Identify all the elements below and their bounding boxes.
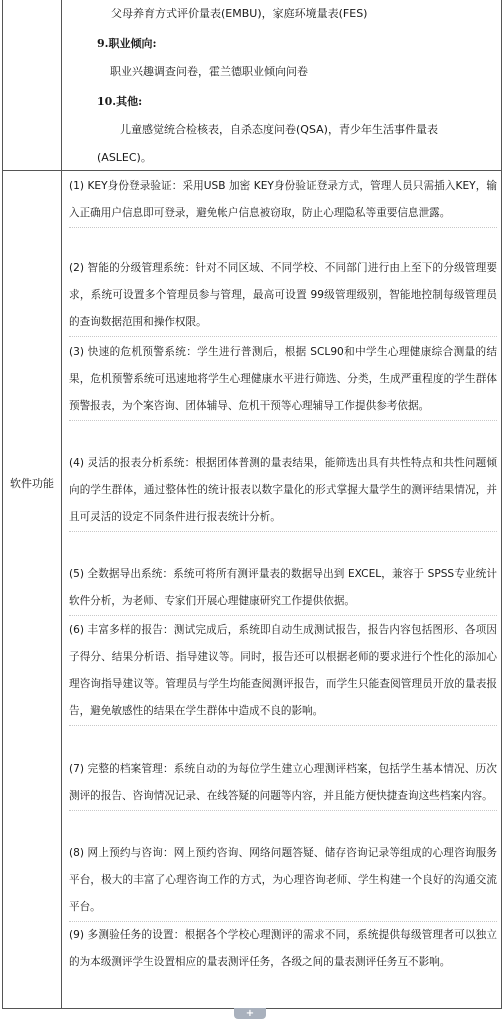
other-scales-line: 儿童感觉统合检核表，自杀态度问卷(QSA)，青少年生活事件量表 — [120, 123, 438, 136]
heading-other: 10.其他: — [97, 95, 143, 108]
feature-item-6: (6) 丰富多样的报告：测试完成后，系统即自动生成测试报告，报告内容包括图形、各项因子得分、结果分析语、指导建议等。同时，报告还可以根据老师的要求进行个性化的添加心理咨询指导建议等。管理员与学生均能查阅测评报告，而学生只能查阅管理员开放的量表报告，避免敏感性的结果在学生群体中造成不良的影响。 — [69, 617, 497, 726]
feature-item-2: (2) 智能的分级管理系统：针对不同区域、不同学校、不同部门进行由上至下的分级管理要求，系统可设置多个管理员参与管理，最高可设置 99级管理级别，智能地控制每级管理员的查询数据范围和操作权限。 — [69, 255, 497, 337]
feature-item-7: (7) 完整的档案管理：系统自动的为每位学生建立心理测评档案，包括学生基本情况、历次测评的报告、咨询情况记录、在线答疑的问题等内容，并且能方便快捷查询这些档案内容。 — [69, 756, 497, 811]
feature-item-1: (1) KEY身份登录验证：采用USB 加密 KEY身份验证登录方式，管理人员只需插入KEY，输入正确用户信息即可登录，避免帐户信息被窃取，防止心理隐私等重要信息泄露。 — [69, 173, 497, 228]
feature-item-9: (9) 多测验任务的设置：根据各个学校心理测评的需求不同，系统提供每级管理者可以独立的为本级测评学生设置相应的量表测评任务，各级之间的量表测评任务互不影响。 — [69, 929, 497, 968]
parenting-scales-line: 父母养育方式评价量表(EMBU)，家庭环境量表(FES) — [111, 7, 368, 20]
feature-item-4: (4) 灵活的报表分析系统：根据团体普测的量表结果，能筛选出具有共性特点和共性问题倾向的学生群体，通过整体性的统计报表以数字量化的形式掌握大量学生的测评结果情况，并且可灵活的设定不同条件进行报表统计分析。 — [69, 450, 497, 532]
feature-item-8: (8) 网上预约与咨询：网上预约咨询、网络问题答疑、储存咨询记录等组成的心理咨询服务平台，极大的丰富了心理咨询工作的方式，为心理咨询老师、学生构建一个良好的沟通交流平台。 — [69, 840, 497, 922]
label-column — [3, 0, 62, 1008]
heading-career: 9.职业倾向: — [97, 37, 157, 50]
feature-item-3: (3) 快速的危机预警系统：学生进行普测后，根据 SCL90和中学生心理健康综合测量的结果，危机预警系统可迅速地将学生心理健康水平进行筛选、分类，生成严重程度的学生群体预警报表，为个案咨询、团体辅导、危机干预等心理辅导工作提供参考依据。 — [69, 339, 497, 421]
feature-item-5: (5) 全数据导出系统：系统可将所有测评量表的数据导出到 EXCEL，兼容于 SPSS专业统计软件分析，为老师、专家们开展心理健康研究工作提供依据。 — [69, 561, 497, 616]
row-label-software-features: 软件功能 — [10, 477, 54, 490]
document-table — [2, 0, 502, 1009]
other-scales-line-cont: (ASLEC)。 — [97, 151, 152, 164]
career-scales-line: 职业兴趣调查问卷，霍兰德职业倾向问卷 — [110, 65, 308, 78]
expand-toggle-button[interactable]: + — [234, 1008, 266, 1019]
row-divider — [3, 170, 501, 171]
